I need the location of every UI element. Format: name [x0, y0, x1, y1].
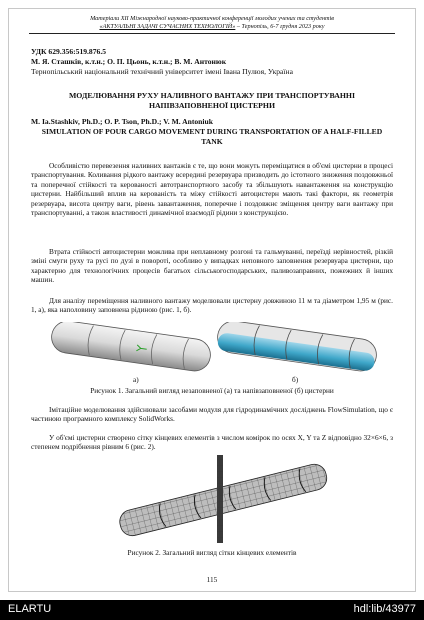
document-page	[8, 8, 416, 592]
title-uk: МОДЕЛЮВАННЯ РУХУ НАЛИВНОГО ВАНТАЖУ ПРИ ТРАНСПОРТУВАННІ НАПІВЗАПОВНЕНОЇ ЦИСТЕРНИ	[68, 91, 356, 110]
figure-1b-label: б)	[292, 375, 299, 384]
repository-name[interactable]: ELARTU	[8, 603, 52, 615]
title-en: SIMULATION OF POUR CARGO MOVEMENT DURING TRANSPORTATION OF A HALF-FILLED TANK	[41, 127, 383, 146]
conference-header	[29, 15, 395, 34]
paragraph-5: У об'ємі цистерни створено сітку кінцевих елементів з числом комірок по осях X, Y та Z відповідно 32×6×6, з степенем подрібнення рівним 6 (рис. 2).	[31, 433, 393, 452]
paragraph-1: Особливістю перевезення наливних вантажів є те, що вони можуть переміщатися в об'ємі цистерни в процесі транспортування. Коливання рідкого вантажу всередині резервуара призводить до істотного зниження поздовжньої та поперечної стійкості та керованості автотранспортного засобу та збільшують навантаження на конструкцію цистерни. Найбільший вплив на керованість та міжу стійкості автоцистерн мають такі фактори, як геометрія резервуара, висота центру ваги, рівень завантаження, поперечне і поздовжнє зміщення центру ваги вантажу при транспортуванні, а також властивості динамічної взаємодії рідини з конструкцією.	[31, 161, 393, 218]
figure-1-tanks	[45, 322, 385, 374]
handle-id[interactable]: hdl:lib/43977	[353, 603, 416, 615]
paragraph-2: Втрата стійкості автоцистерни можлива при неплавному розгоні та гальмуванні, переїзді нерівностей, різкій зміні смуги руху та русі по дузі в повороті, особливо у випадках неповного заповнення резервуара цистерни, що характерно для технологічних процесів багатьох сільськогосподарських, паливозаправних, пожежних й інших машин.	[31, 247, 393, 285]
header-line-2	[29, 23, 395, 31]
authors-uk: М. Я. Сташків, к.т.н.; О. П. Цьонь, к.т.н.; В. М. Антонюк	[31, 57, 227, 66]
english-block	[31, 117, 393, 147]
figure-2-mesh	[105, 453, 341, 545]
header-conference-name: «АКТУАЛЬНІ ЗАДАЧІ СУЧАСНИХ ТЕХНОЛОГІЙ»	[99, 23, 236, 30]
udc-code: УДК 629.356:519.876.5	[31, 47, 107, 56]
figure-1a-label: а)	[133, 375, 139, 384]
empty-tank	[50, 322, 213, 373]
paragraph-3: Для аналізу переміщення наливного вантажу моделювали цистерну довжиною 11 м та діаметром 1,95 м (рис. 1, а), яка наполовину заповнена рідиною (рис. 1, б).	[31, 296, 393, 315]
paragraph-4: Імітаційне моделювання здійснювали засобами модуля для гідродинамічних досліджень FlowSimulation, що є частиною програмного комплексу SolidWorks.	[31, 405, 393, 424]
page-number: 115	[206, 575, 218, 584]
header-date: – Тернопіль, 6-7 грудня 2023 року	[235, 23, 325, 30]
header-line-1: Матеріали ХІІ Міжнародної науково-практичної конференції молодих учених та студентів	[90, 15, 334, 22]
affiliation: Тернопільський національний технічний університет імені Івана Пулюя, Україна	[31, 67, 293, 76]
figure-2-caption: Рисунок 2. Загальний вигляд сітки кінцевих елементів	[127, 548, 297, 557]
figure-1-caption: Рисунок 1. Загальний вигляд незаповненої (а) та напівзаповненої (б) цистерни	[90, 386, 334, 395]
repository-footer	[0, 600, 424, 620]
authors-en: M. Ia.Stashkiv, Ph.D.; O. P. Tson, Ph.D.; V. M. Antoniuk	[31, 117, 213, 126]
article-meta	[31, 47, 293, 77]
half-filled-tank	[216, 322, 379, 373]
